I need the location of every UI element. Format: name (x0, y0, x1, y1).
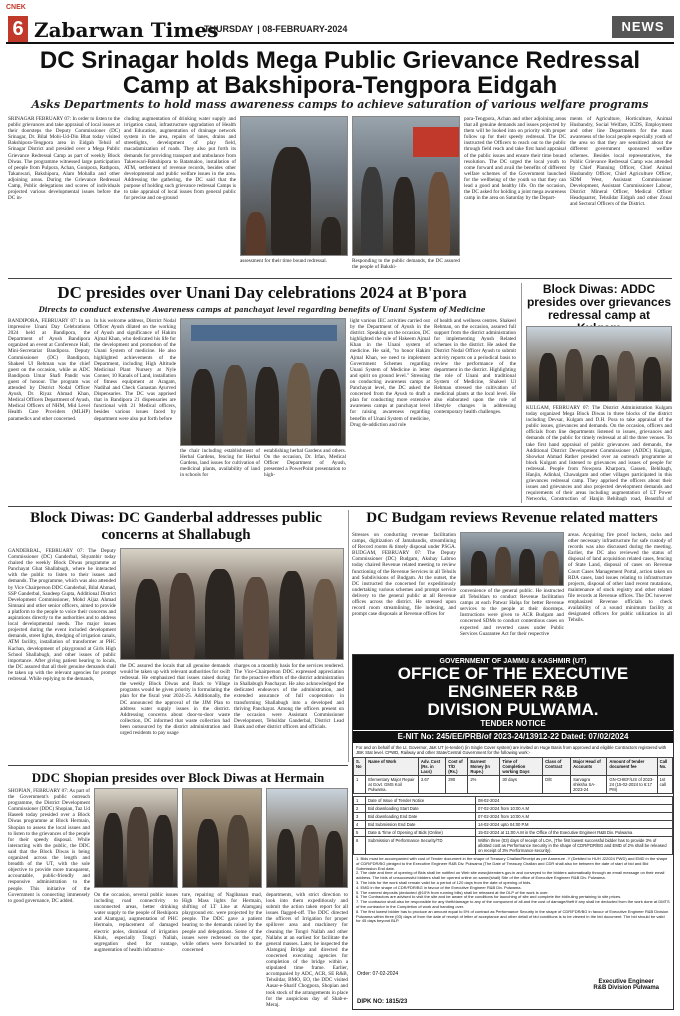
lead-headline-line-2: Camp at Bakshipora-Tengpora Eidgah (122, 72, 558, 99)
lead-col-2: cluding augmentation of drinking water supply and irrigation canal, infrastructure upgradation of Health and Education, augmentation of drainage network system in the area, repairs of lanes, drains and streetlights, development of play field, macadamization of roads. They also put forth its demands for providing transport and ambulance from Takenwari-Bakshipora to Batamaloo, installation of ATM, settlement of revenue records, besides other developmental and public welfare issues in the area. Addressing the gathering, the DC said that the purpose of holding such grievance redressal Camps is to take appraisal of local issues from general public for precise and on-ground (124, 116, 236, 202)
table-row (354, 797, 673, 805)
unani-col-3: the chair including establishment of Herbal Gardens, fencing for Herbal Gardens, land issues for cultivation of medicinal plants, availability of land in schools for (180, 448, 260, 479)
table-row (354, 776, 673, 794)
tender-office-line-1: OFFICE OF THE EXECUTIVE ENGINEER R&B (397, 664, 629, 701)
lead-col-3: assessment for their time bound redressal. (240, 258, 328, 264)
budgam-col-1: Stresses on conducting revenue facilitation camps, digitization of Jamabandis, streamlining of Record rooms & timely disposal under PSGA. BUDGAM, FEBRUARY 07: The Deputy Commissioner (DC) Budgam, Akshay Labroo today chaired Revenue related meeting to review functioning of the Revenue Services in all Tehsils and Subdivisions of Budgam. At the outset, the DC instructed the concerned for expeditiously undertaking various schemes and prompt service delivery to the general public at all Revenue offices across the district. He stressed upon record room streamlining, file indexing, and prompt case disposals at Revenue offices for (352, 532, 456, 618)
tender-note: 2. The date and time of opening of Bids shall be notified on Web site www.jktenders.gov.in and conveyed to the bidders automatically through an email message on their email address. The bids of unsuccessful bidders shall be opened online on same/(shall) Site of the office of Executive Engineer R&B Div. Pulwama. (356, 870, 665, 881)
ganderbal-col-2: the DC assured the locals that all genuine demands would be taken up with relevant authorities for swift redressal. He emphasized that issues raised during the weekly Block Diwas and Back to Village programs would be given priority in formulating the plan for the fiscal year 2024-25. Additionally, the DC announced the approval of the JJM Plan to address water supply issues in the district. Addressing concerns about door-to-door waste collection, DC informed that waste collection had been outsourced by the district administration and urged residents to pay usage (120, 663, 230, 737)
tender-signer-office: R&B Division Pulwama (593, 985, 659, 991)
col-header: Call No. (657, 758, 672, 776)
tender-notes (353, 855, 673, 955)
table-cell: 14-02-2024 upto 04:00 P.M (476, 821, 673, 829)
table-cell: 290 (446, 776, 468, 794)
table-cell: 2 (354, 805, 366, 813)
tender-note: 8. The first lowest bidder has to produce an amount equal to 5% of contract as Performance Security in the shape of CDR/FDR/BG in favour of Executive Engineer R&B Division Pulwama within three (03) days of from the date of receipt of letter of acceptance and other detail of bid conditions is to be viewed in the bid document. The bid should be valid for 45 days beyond BLP. (356, 908, 669, 924)
tender-intro: For and on behalf of the Lt. Governor, J&K UT (e-tender) (in Single Cover system) are invited on Huge Basis from approved and eligible Contractors registered with JBK Stat level. CPWD, Railway and other State/Central Government for the following work:- (356, 745, 667, 755)
budgam-col-3: areas. Acquiring fire proof lockers, racks and other necessary infrastructure for safe custody of records was also discussed during the meeting. Earlier, the DC also reviewed the status of disposal of land acquisition related cases, fencing of State Land, disposal of cases on Revenue Court Cases Management Portal, action taken on RDA cases, land issues relating to infrastructure projects, disposal of other land recent mutations, maintenance of stock registry and other related file records at Revenue offices. The DC however emphasized Revenue officials to check availability of a sound minimum facility at designated officers for public utilization in all Tehsils. (568, 532, 672, 624)
tender-note: 6. The Contractors are advised to visit the site and be aware of the conditions for launching of site and complete the bid/ruling pertaining to site prices. (356, 894, 622, 900)
tender-footer (357, 971, 669, 1005)
tender-signature (593, 979, 659, 991)
kulgam-headline: Block Diwas: ADDC presides over grievances redressal camp at (526, 282, 672, 322)
unani-photo (180, 318, 346, 446)
table-cell: Bid downloading Start Date (366, 805, 476, 813)
issue-date (204, 24, 347, 34)
tender-notice (352, 654, 674, 1010)
table-cell: Elementary Major Repair at Govt. GMS Koil Pulwama. (366, 776, 419, 794)
unani-col-2: In his welcome address, District Nodal Officer Ayush dilated on the working of Ayush and significance of Hakim Ajmal Khan, who dedicated his life for the development and promotion of the Unani System of medicine. He also highlighted achievements of the Department, including High Altitude Medicinal Plant Nursery at Nyle Conner, 10 Kanals of Land, installation of fitness equipment at Aragam, Nadihal and Check Ganastan Ayurved Dispensaries. The DC was apprised that in Bandipora 21 dispensaries are functional with 21 Medical officers, besides various issues faced by department were also put forth before (94, 318, 176, 422)
issue-date-value: | 08-FEBRUARY-2024 (257, 24, 348, 34)
tender-note: 3. The bids for the work shall remain valid for a period of 120 days from the date of opening of bids. (356, 879, 532, 885)
unani-col-5: light various IEC activities carried out by the Department of Ayush in the district. Speaking on the occasion, DC highlighted the role of Hakeem Ajmal Khan in the Unani system of medicine. He said, "to honor Hakim Ajmal Khan, we need to implement Government Schemes regarding Unani System of Medicine in letter and spirit on ground level." Stressing on conducting awareness camps at Panchayat level, the DC asked the concerned from the Ayush to draft a plan for conducting more extensive awareness camps at panchayat level for raising awareness regarding benefits of Unani System of medicine, Drug de-addiction and role (350, 318, 430, 428)
divider (348, 510, 349, 762)
section-tag: NEWS (612, 16, 674, 38)
cnek-logo: CNEK (6, 4, 26, 11)
table-cell: Date of Issue of Tender Notice (366, 797, 476, 805)
table-cell: Bid downloading End Date (366, 813, 476, 821)
table-row (354, 813, 673, 821)
shopian-col-1: SHOPIAN, FEBRUARY 07: As part of the Government's public outreach programme, the District Development Commissioner (DDC) Shopian, Taz Ud Haseeb today presided over a Block Diwas programme at Block Hermain, Shopian to assess the local issues and to listen to the grievances of the people for their speedy disposal. While interacting with the public, the DDC said that the Block Diwas is being organized across the length and breadth of the UT, with the sole objective to provide more transparent, accountable, public-friendly and responsive administration to the people. This initiative of the Government is connecting immensely to good governance, DC added. (8, 788, 90, 904)
col-header: Time of Completion working Days (500, 758, 543, 776)
table-cell: 3 (354, 813, 366, 821)
lead-col-1: SRINAGAR FEBRUARY 07: In order to listen to the public grievances and take appraisal of local issues at their doorsteps the Deputy Commissioner (DC) Srinagar, Dr. Bilal Mohi-Ud-Din Bhat today visited Bakshipora-Tengpora area in Eidgah Tehsil of Srinagar District and presided over a Mega Public Grievance Redressal Camp as part of weekly Block Diwas. The programme witnessed large participation of people from Pulpora, Achan, Gonipora, Rathpora, Takanwari, Bakshipora, Alam Mohalla and other adjoining areas. During the Grievance Redressal Camp, Public delegations and scores of individuals projected various developmental issues before the DC in- (8, 116, 120, 202)
kulgam-body: KULGAM, FEBRUARY 07: The District Administration Kulgam today organized Mega Block Diwas in three blocks of the district including Devsar, Kulgam and D.H. Pora to take appraisal of the public issues, grievances and demands. On the occasion, officers and officials from line departments listened to issues, grievances and demands of the public for timely redressal at all the three venues. To take first hand appraisal of public grievances and demands, the Additional District Development Commissioner (ADDC) Kulgam, Showkat Ahmad Rather presided over an outreach programme at block Kulgam and listened to grievances and issues of people for redressal. People from Nowpora Kharpora, Gassen, Behibagh, Hanjin, Adinhal, Chawalgam and other villages participated in this grievances redressal camp. They apprised the officers about their issues and grievances and also projected development demands and requirements of their areas including augmentation of LT Power Networks, Construction of Hanjin Behibagh road, Beautiful of (526, 405, 672, 503)
budgam-photo (460, 532, 564, 586)
tender-order: Order: 07-02-2024 (357, 971, 399, 977)
shopian-photo-2 (182, 788, 262, 888)
table-cell: Sarvagra shiksha SA-2023-24 (571, 776, 607, 794)
lead-photo-2 (352, 116, 460, 256)
tender-note: 4. EMD in the shape of CDR/FDR/BG in favour of the Executive Engineer R&B Div. Pulwama. (356, 884, 522, 890)
unani-col-6: of health and wellness centres. Shakeel Rehman, on the occasion, assured full support from the district administration for implementing Ayush Related schemes in the district. He asked the District Nodal Officer Ayush to submit activity reports on a periodical basis to review the performance of the department in the district. Highlighting the role of Unani and traditional System of Medicine, Shakeel Ul Rehman stressed the cultivation of medicinal plants at the local level. He also elaborated upon the role of lifestyle changes in addressing contemporary health challenges. (434, 318, 516, 416)
tender-works-table (353, 757, 673, 794)
table-cell: 08-02-2024 (476, 797, 673, 805)
col-header: Adv. Cost (Rs. in Lacs) (418, 758, 445, 776)
col-header: Name of Work (366, 758, 419, 776)
table-cell: D/E (543, 776, 571, 794)
ganderbal-headline: Block Diwas: DC Ganderbal addresses public concerns at Shallabugh (30, 510, 322, 543)
col-header: Class of Contract (543, 758, 571, 776)
tender-header (353, 655, 673, 730)
tender-table-header (354, 758, 673, 776)
budgam-col-2: convenience of the general public. He instructed all Tehsildars to conduct Revenue facilitation camps at each Patwar Halqa for better Revenue services to the people at their doorsteps. Instructions were given to ACR Budgam and concerned SDMs to conduct contentious cases on expected and reverted cases under Public Services Guarantee Act for their respective (460, 588, 564, 637)
lead-col-4: Responding to the public demands, the DC assured the people of Bakshi- (352, 258, 460, 271)
col-header: S. No (354, 758, 366, 776)
page-number: 6 (8, 16, 28, 42)
table-row (354, 805, 673, 813)
unani-headline: DC presides over Unani Day celebrations 2024 at B'pora (57, 283, 467, 302)
table-row (354, 821, 673, 829)
table-cell: 07-02-2024 from 10:00 A.M (476, 805, 673, 813)
table-cell: 1st call (657, 776, 672, 794)
table-cell: 5 (354, 829, 366, 837)
issue-day: THURSDAY (204, 24, 254, 34)
table-cell: 6 (354, 837, 366, 855)
tender-signer-title: Executive Engineer (598, 979, 654, 985)
tender-govt: GOVERNMENT OF JAMMU & KASHMIR (UT) (439, 658, 587, 665)
table-cell: 15-02-2024 at 11:00 A.M in the Office of the Executive Engineer R&B Div. Pulwama (476, 829, 673, 837)
ganderbal-photo (120, 548, 344, 660)
ganderbal-col-3: charges on a monthly basis for the services rendered. The Vice-Chairperson DDC expressed appreciation for the proactive efforts of the district administration in Shallabugh Panchayat. He also acknowledged the dedicated endeavors of the administration, and extended assurance of full cooperation in transforming Shallabugh into a developed and thriving Panchayat. Among the officers present on the occasion were Assistant Commissioner Development, Tehsildar Ganderbal, District Lead Bank and other district officers and officials. (234, 663, 344, 730)
tender-schedule-table (353, 796, 673, 855)
table-cell: 2% (468, 776, 500, 794)
masthead (6, 4, 674, 44)
table-cell: Bid Submission End Date (366, 821, 476, 829)
table-cell: 30 days (500, 776, 543, 794)
shopian-col-3: ture, repairing of Nagibanan mad, High Mass lights for Hermain, shifting of LT Line at Alamganj playground etc. were projected by the people. The DDC gave a patient hearing to the demands raised by the people and delegations. Some of the issues were redressed on the spot, while others were forwarded to the concerned (182, 892, 262, 953)
unani-subhead: Directs to conduct extensive Awareness camps at panchayat level regarding benefits of Unani System of Medicine (38, 305, 486, 314)
tender-note: 5. The earnest deposits (deducted @10% from running bills) shall be released at the DLP of the work is over. (356, 889, 549, 895)
shopian-photo-1 (94, 788, 178, 888)
divider (521, 283, 522, 503)
shopian-col-4: departments, with strict direction to look into them expeditiously and submit the action taken report for all issues flagged-off. The DDC directed the officers of Irrigation for proper spillover area and machinery for cleaning the Tongri Nallah and other Nallahs at an earliest for facilitate the general masses. Later, he inspected the Alamganj Bridge and directed the concerned executing agencies for completion of the bridge within a stipulated time frame. Earlier, accompanied by ADC, ACR, SE R&B, Tehsildar, BMO, EO, the DDC visited Aasar-e-Sharif Chogpora, Shopian and took stock of the arrangements in place for the auspicious day of Shab-e-Meraj. (266, 892, 348, 1008)
lead-subhead: Asks Departments to hold mass awareness camps to achieve saturation of various welfare programs (31, 98, 649, 111)
shopian-headline: DDC Shopian presides over Block Diwas at Hermain (31, 770, 325, 785)
lead-col-6: ments of Agriculture, Horticulture, Animal Husbandry, Social Welfare, ICDS, Employment and other line Departments for the mass awareness of the local people especially youth of the area so that they are sensitized about the different government sponsored welfare schemes. Besides local representatives, the Public Grievance Redressal Camp was attended by Chief Planning Officer, Chief Animal Husbandry Officer, Chief Agriculture Officer, SDM West, Assistant Commissioner Development, Assistant Commissioner Labour, District Mineral Officer, Medical Officer Headquarter, Tehsildar Eidgah and other Zonal and Sectoral Officers of the District. (570, 116, 672, 208)
unani-col-1: BANDIPORA, FEBRUARY 07: In an impressive Unani Day Celebrations 2024 held at Bandipora, the Department of Ayush Bandipora organized an event at Conference Hall, Mini-Secretariat Bandipora. Deputy Commissioner (DC) Bandipora, Shakeel Ul Rehman was the chief guest on the occasion, while as ADC Bandipora Umar Shafi Pandit was guest of honour. The program was attended by District Nodal Officer Ayush, Dr. Riyaz Ahmad Khan, Medical Officers Department of Ayush, Medical Officers of NHM, Mid Level Health Care Providers (MLHP) paramedics and other concerned. (8, 318, 90, 422)
table-cell: 4 (354, 821, 366, 829)
table-cell: Submission of Performance Security/TD (366, 837, 476, 855)
budgam-headline: DC Budgam reviews Revenue related matters (366, 510, 658, 526)
unani-col-4: establishing herbal Gardens and others. On the occasion, Dr. Irfan, Medical Officer Department of Ayush, presented a PowerPoint presentation to high- (264, 448, 346, 479)
kulgam-photo (526, 326, 672, 402)
tender-nit: E-NIT No: 245/EE/PRB/of 2023-24/13912-22 Dated: 07/02/2024 (353, 730, 673, 743)
table-cell: 3.67 (418, 776, 445, 794)
lead-headline (8, 48, 672, 98)
tender-office-line-2: DIVISION PULWAMA. (427, 700, 599, 719)
header-rule (6, 42, 674, 44)
shopian-col-2: On the occasion, several public issues including road connectivity to unconnected areas, better drinking water supply to the people of Reshipora and Alamganj, augmentation of PHC Hermain, replacement of damaged electric poles, dismissal of irrigation Khuls, especially Tongri Nallah, segregation shed for vantage, augmentation of health infrastruc- (94, 892, 178, 953)
divider (8, 278, 672, 279)
tender-dipk: DIPK NO: 1815/23 (357, 999, 408, 1005)
table-cell: 1 (354, 797, 366, 805)
table-row (354, 829, 673, 837)
col-header: Cost of T/D (Rs.) (446, 758, 468, 776)
tender-note: 7. The contractor shall also be responsible for any theft/damage to any of the component of all and the cost of damage/theft if any shall be deducted from the work done at DMTS of the contractor in the Completion of work and handing over. (356, 899, 670, 909)
table-cell: 1 (354, 776, 366, 794)
table-cell: Date & Time of Opening of Bids (Online) (366, 829, 476, 837)
col-header: Earnest Money (In Rupe.) (468, 758, 500, 776)
ganderbal-col-1: GANDERBAL, FEBRUARY 07: The Deputy Commissioner (DC) Ganderbal, Shyambir today chaired the weekly Block Diwas programme at Panchayat Ghat Shallabugh, where he interacted with the public to listen to their issues and demands. The programme, which was also attended by Vice Chairperson DDC Ganderbal, Bilal Ahmad, SSP Ganderbal, Sandeep Gupta, Additional District Development Commissioner, Mohd Aijaz Ahmad Simnani and other senior officers, aimed to provide a platform to the people to voice their concerns and aspirations directly to the authorities and to address local developmental needs. The major issues projected during the event included development demands, street lights, dredging of irrigation canals, ATM facility, installation of transformer at PHC Kachan, development of playground at Girls High School Shallabugh, and other issues of public importance. After giving patient hearing to locals, the DC assured that all their genuine demands shall be taken up with the relevant agencies for prompt redressal. While replying to the demands, (8, 548, 116, 682)
table-cell: GN-CHIEF/LIS of 2023-24 (15-02-2024 to 6:17 PM) (607, 776, 657, 794)
divider (8, 765, 348, 766)
col-header: Amount of tender document fee (607, 758, 657, 776)
table-cell: Within three (03) days of receipt of LOA, (The first lowest successful bidder has to provide 3% of allotted cost as Performance Security in the shape of CDR/FDR/BG and EMD of 2% shall be released on receipt of 3% Performance security). (476, 837, 673, 855)
table-cell: 07-02-2024 from 10:00 A.M (476, 813, 673, 821)
divider (8, 506, 672, 507)
lead-col-5: pora-Tengpora, Achan and other adjoining areas that all genuine demands and issues projected by them will be looked into on priority with proper follow up for their speedy redressal. The DC instructed the Officers to reach out to the public through field reach and take first hand appraisal of the public issues and ensure their time bound resolution. The DC urged the local youth to come forward and avail the benefits of different welfare schemes of the Government launched for the wellbeing of the youth so that they can lead a good and healthy life. On the occasion, the DC asked for holding a joint mega awareness camp in the area on Saturday by the Depart- (464, 116, 566, 202)
tender-notice-title: TENDER NOTICE (480, 719, 546, 728)
col-header: Major Head of Accounts (571, 758, 607, 776)
tender-note: 1. Bids must be accompanied with cost of Tender document in the shape of Treasury Challan/Receipt as per Annexure -Y (Debited to HUH J22024 PWD) and EMD in the shape of CDR/FDR/BG pledged to the Executive Engineer R&B Div. Pulwama (The Date of Treasury Challan and CDR shall also be between the date of start of bid and Bid Submission End date. (356, 856, 668, 871)
paper-name: Zabarwan Times (34, 18, 219, 42)
lead-headline-line-1: DC Srinagar holds Mega Public Grievance Redressal (39, 47, 641, 74)
shopian-photo-3 (266, 788, 348, 888)
lead-photo-1 (240, 116, 348, 256)
table-row (354, 837, 673, 855)
